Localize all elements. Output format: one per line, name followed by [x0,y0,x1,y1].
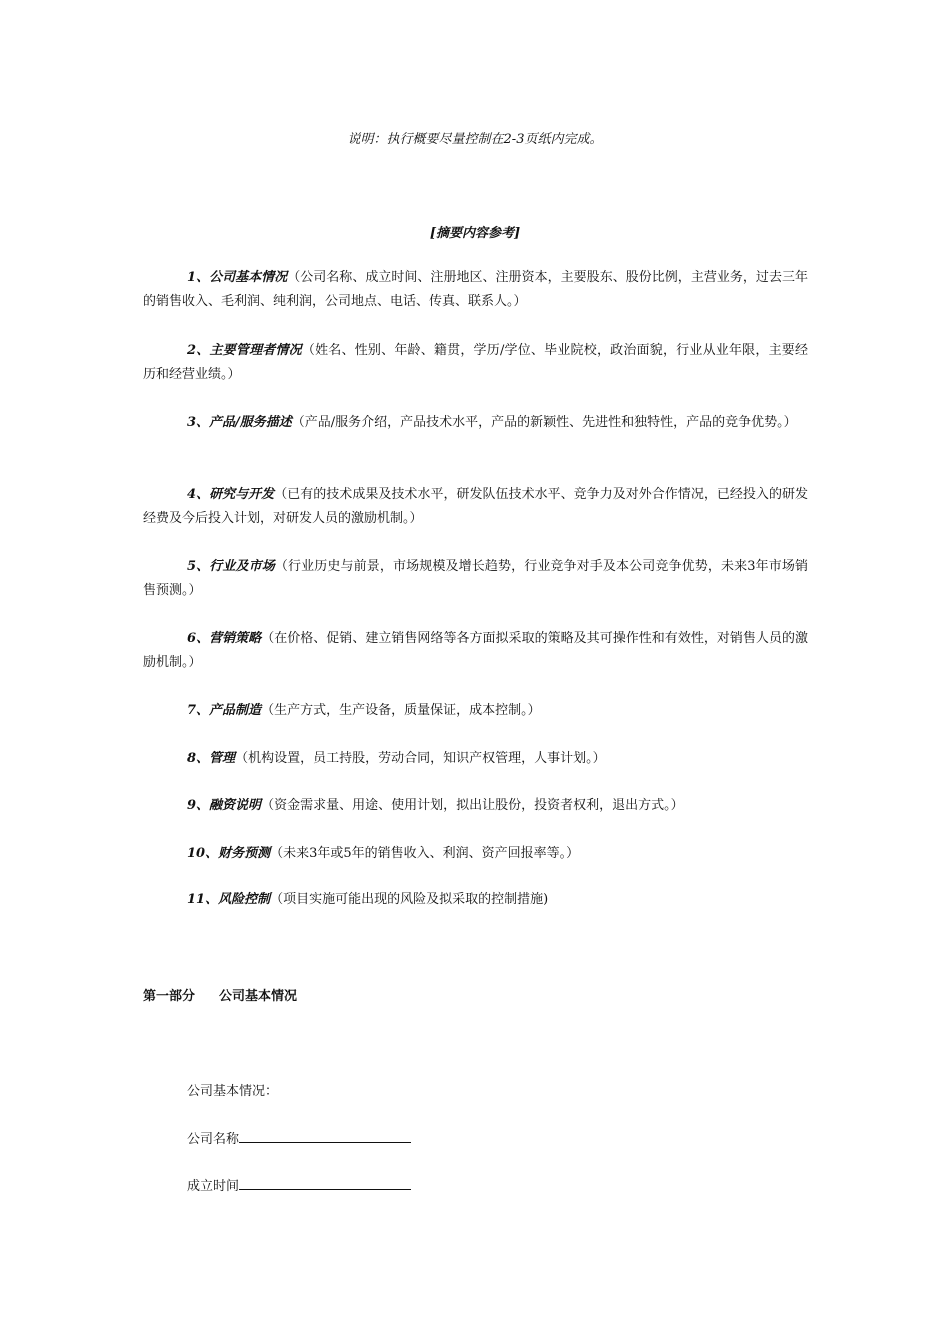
item-number: 4、 [187,487,210,502]
section-title: 公司基本情况 [219,989,298,1004]
item-description: （资金需求量、用途、使用计划，拟出让股份，投资者权利，退出方式。） [261,798,684,813]
section-part: 第一部分 [143,989,196,1004]
item-number: 1、 [187,270,210,285]
summary-item-6 [143,627,808,675]
instruction-note: 说明：执行概要尽量控制在2-3页纸内完成。 [347,132,603,147]
summary-item-11 [143,888,808,912]
item-heading: 产品制造 [209,703,262,718]
item-number: 8、 [187,751,210,766]
item-description: （在价格、促销、建立销售网络等各方面拟采取的策略及其可操作性和有效性，对销售人员的激励机制。） [143,631,808,670]
item-heading: 财务预测 [218,846,271,861]
summary-item-4 [143,483,808,531]
company-name-label: 公司名称 [187,1132,240,1147]
summary-item-9 [143,794,808,818]
item-number: 2、 [187,343,210,358]
item-heading: 融资说明 [209,798,262,813]
item-heading: 研究与开发 [209,487,275,502]
item-description: （生产方式，生产设备，质量保证，成本控制。） [261,703,541,718]
company-name-blank [239,1128,411,1143]
summary-reference-title: [摘要内容参考] [429,226,521,241]
item-description: （行业历史与前景，市场规模及增长趋势，行业竞争对手及本公司竞争优势，未来3年市场销售预测。） [143,559,808,598]
section-heading [143,985,297,1004]
item-number: 7、 [187,703,210,718]
item-description: （未来3年或5年的销售收入、利润、资产回报率等。） [270,846,580,861]
item-number: 10、 [187,846,219,861]
summary-item-5 [143,555,808,603]
summary-item-8 [143,747,808,771]
item-heading: 公司基本情况 [209,270,288,285]
item-number: 5、 [187,559,210,574]
item-heading: 营销策略 [209,631,262,646]
summary-item-7 [143,699,808,723]
item-description: （姓名、性别、年龄、籍贯，学历/学位、毕业院校，政治面貌，行业从业年限，主要经历和经营业绩。） [143,343,808,382]
item-number: 11、 [187,892,219,907]
item-description: （机构设置，员工持股，劳动合同，知识产权管理，人事计划。） [235,751,606,766]
summary-item-1 [143,266,808,314]
summary-item-2 [143,339,808,387]
item-number: 6、 [187,631,210,646]
item-description: （已有的技术成果及技术水平，研发队伍技术水平、竞争力及对外合作情况，已经投入的研发经费及今后投入计划，对研发人员的激励机制。） [143,487,808,526]
founded-date-blank [239,1175,411,1190]
item-heading: 行业及市场 [209,559,275,574]
summary-item-3 [143,411,808,435]
item-description: （公司名称、成立时间、注册地区、注册资本，主要股东、股份比例，主营业务，过去三年的销售收入、毛利润、纯利润，公司地点、电话、传真、联系人。） [143,270,808,309]
item-number: 9、 [187,798,210,813]
summary-item-10 [143,842,808,866]
founded-date-label: 成立时间 [187,1179,240,1194]
item-description: （项目实施可能出现的风险及拟采取的控制措施) [270,892,549,907]
founded-date-field [187,1175,411,1194]
form-intro: 公司基本情况： [187,1084,279,1099]
item-heading: 主要管理者情况 [209,343,302,358]
item-heading: 管理 [209,751,236,766]
item-heading: 风险控制 [218,892,271,907]
company-name-field [187,1128,411,1147]
item-number: 3、 [187,415,210,430]
item-heading: 产品/服务描述 [209,415,292,430]
item-description: （产品/服务介绍，产品技术水平，产品的新颖性、先进性和独特性，产品的竞争优势。） [291,415,797,430]
